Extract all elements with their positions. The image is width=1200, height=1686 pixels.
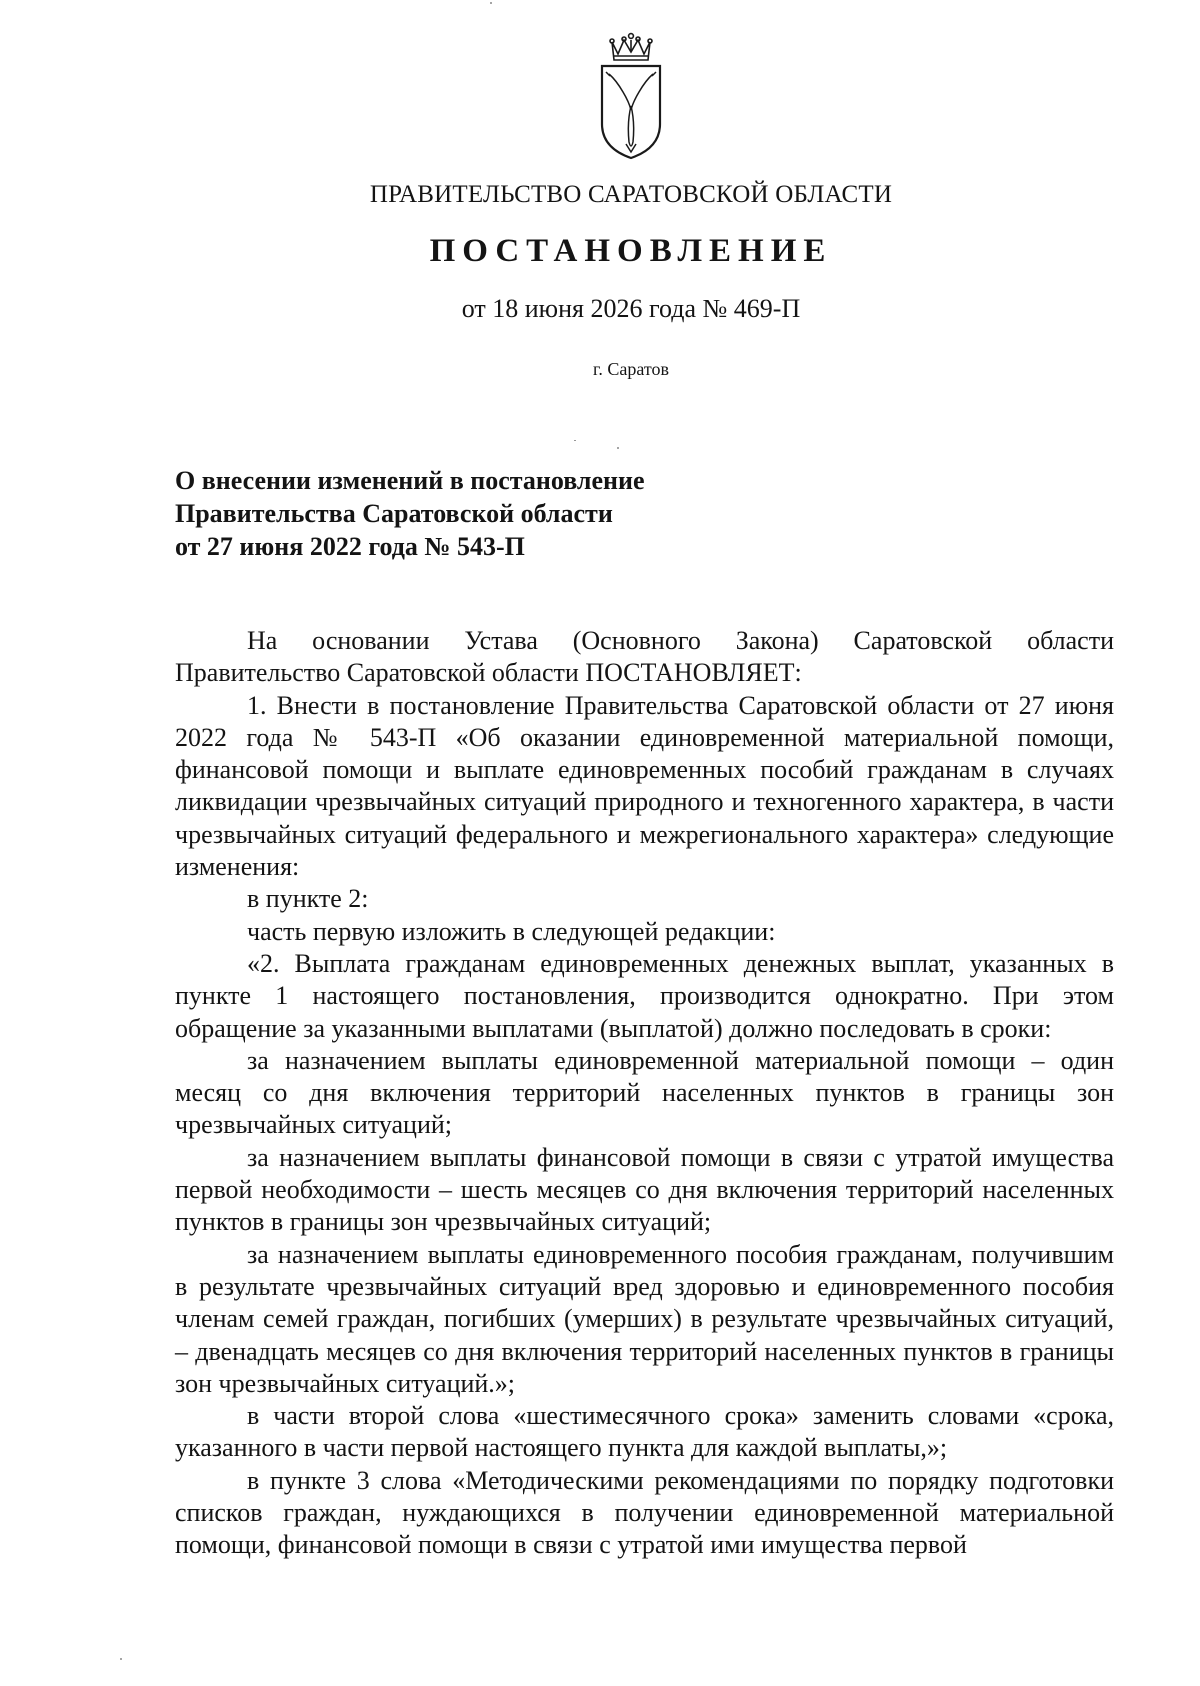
body-paragraph: в части второй слова «шестимесячного срока» заменить словами «срока, указанного в части первой настоящего пункта для каждой выплаты,»;: [175, 1401, 1114, 1463]
body-paragraph: 1. Внести в постановление Правительства Саратовской области от 27 июня 2022 года № 543-П «Об оказании единовременной материальной помощи, финансовой помощи и выплате единовременных пособий гражданам в случаях ликвидации чрезвычайных ситуаций природного и техногенного характера, в части чрезвычайных ситуаций федерального и межрегионального характера» следующие изменения:: [175, 690, 1114, 882]
scan-speck: [617, 447, 619, 449]
government-title: ПРАВИТЕЛЬСТВО САРАТОВСКОЙ ОБЛАСТИ: [369, 181, 893, 208]
decree-subject: [175, 464, 795, 563]
city-label: г. Саратов: [593, 359, 669, 379]
scan-speck: [574, 440, 576, 441]
body-paragraph: На основании Устава (Основного Закона) Саратовской области Правительство Саратовской области ПОСТАНОВЛЯЕТ:: [175, 626, 1114, 688]
decree-body: [175, 625, 1114, 1562]
decree-type-heading: ПОСТАНОВЛЕНИЕ: [429, 233, 833, 269]
saratov-coat-of-arms-icon: [596, 32, 666, 160]
subject-line: Правительства Саратовской области: [175, 499, 613, 528]
scan-speck: [120, 1658, 122, 1660]
subject-line: О внесении изменений в постановление: [175, 466, 645, 495]
subject-line: от 27 июня 2022 года № 543-П: [175, 532, 525, 561]
decree-date-number: от 18 июня 2026 года № 469-П: [461, 294, 801, 323]
body-paragraph: «2. Выплата гражданам единовременных денежных выплат, указанных в пункте 1 настоящего постановления, производится однократно. При этом обращение за указанными выплатами (выплатой) должно последовать в сроки:: [175, 948, 1114, 1043]
body-paragraph: в пункте 2:: [247, 884, 369, 914]
body-paragraph: за назначением выплаты финансовой помощи в связи с утратой имущества первой необходимости – шесть месяцев со дня включения территорий населенных пунктов в границы зон чрезвычайных ситуаций;: [175, 1142, 1114, 1237]
body-paragraph: в пункте 3 слова «Методическими рекомендациями по порядку подготовки списков граждан, нуждающихся в получении единовременной материальной помощи, финансовой помощи в связи с утратой ими имущества первой: [175, 1465, 1114, 1560]
scan-speck: [490, 2, 492, 4]
body-paragraph: за назначением выплаты единовременного пособия гражданам, получившим в результате чрезвычайных ситуаций вред здоровью и единовременного пособия членам семей граждан, погибших (умерших) в результате чрезвычайных ситуаций, – двенадцать месяцев со дня включения территорий населенных пунктов в границы зон чрезвычайных ситуаций.»;: [175, 1239, 1114, 1398]
body-paragraph: часть первую изложить в следующей редакции:: [247, 916, 776, 946]
body-paragraph: за назначением выплаты единовременной материальной помощи – один месяц со дня включения территорий населенных пунктов в границы зон чрезвычайных ситуаций;: [175, 1045, 1114, 1140]
